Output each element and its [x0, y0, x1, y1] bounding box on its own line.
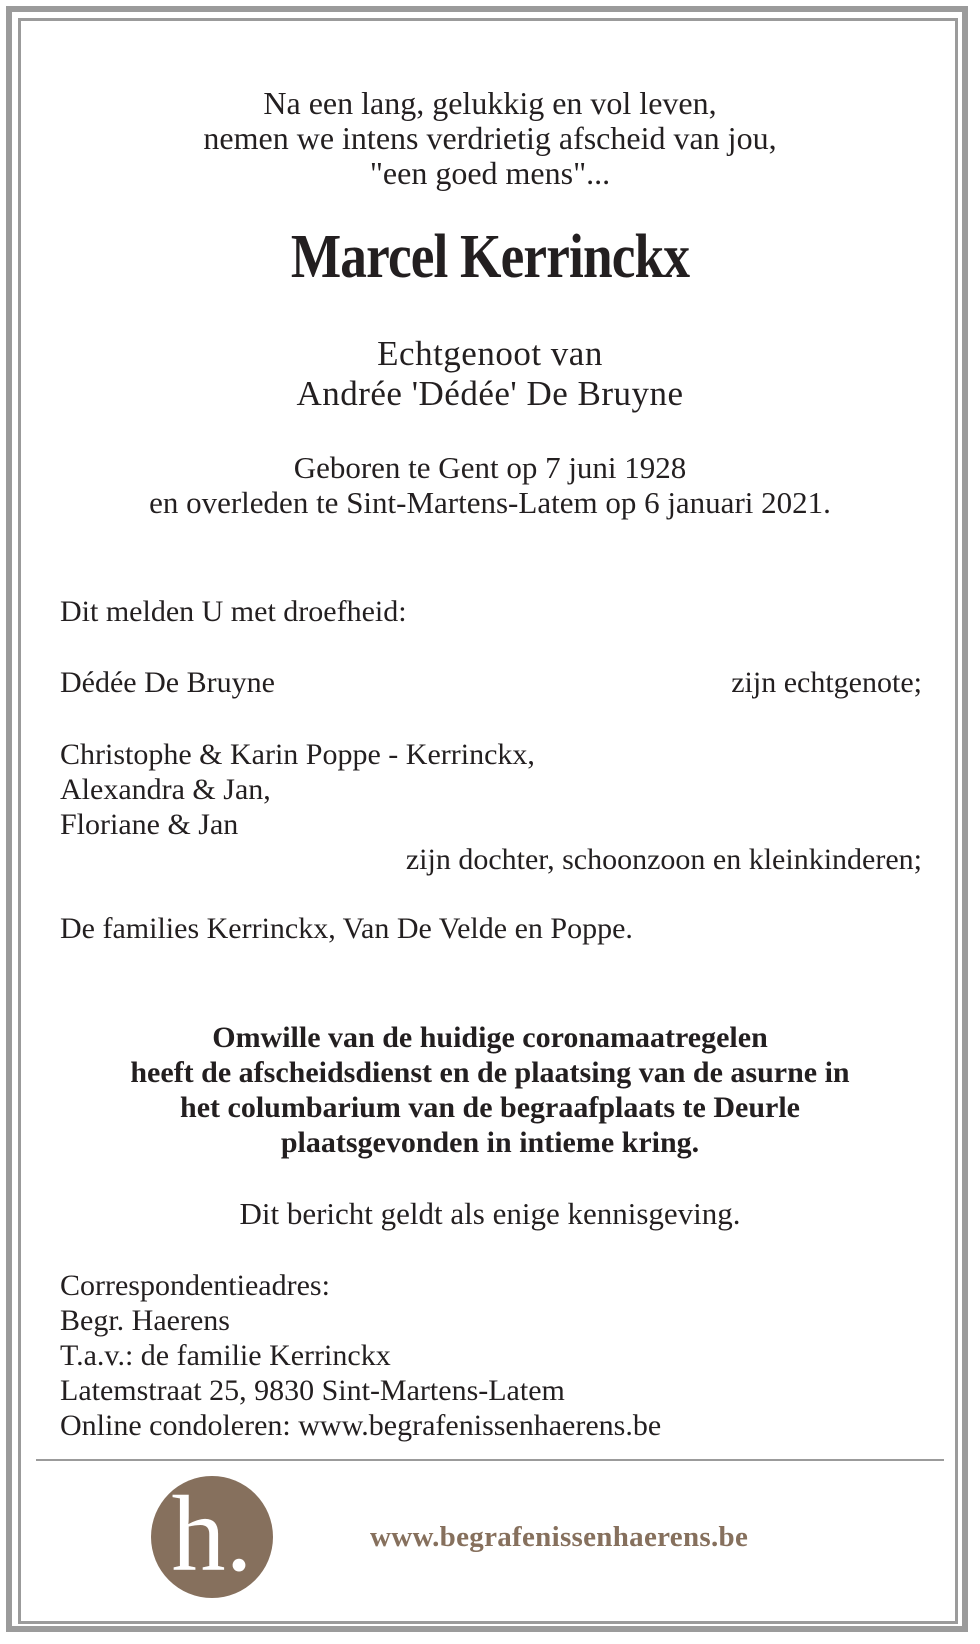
- only-notice: Dit bericht geldt als enige kennisgeving.: [239, 1196, 741, 1231]
- website-link[interactable]: www.begrafenissenhaerens.be: [370, 1521, 749, 1553]
- mention-heading: Dit melden U met droefheid:: [60, 595, 407, 628]
- address-label: Correspondentieadres:: [60, 1269, 330, 1302]
- family-line: Floriane & Jan: [60, 808, 239, 841]
- intro-line: Na een lang, gelukkig en vol leven,: [263, 85, 717, 121]
- spouse-label: Echtgenoot van: [377, 334, 603, 373]
- children-block: [60, 737, 922, 877]
- spouse-name: Andrée 'Dédée' De Bruyne: [296, 374, 684, 413]
- notice-line: heeft de afscheidsdienst en de plaatsing van de asurne in: [130, 1056, 850, 1089]
- intro-text: [0, 86, 980, 191]
- corona-notice: [0, 1020, 980, 1160]
- online-condolence: Online condoleren: www.begrafenissenhaerens.be: [60, 1409, 662, 1442]
- deceased-name: Marcel Kerrinckx: [290, 223, 690, 291]
- logo-letter: h.: [171, 1475, 253, 1594]
- notice-line: plaatsgevonden in intieme kring.: [280, 1126, 700, 1159]
- address-attention: T.a.v.: de familie Kerrinckx: [60, 1339, 391, 1372]
- widow-row: [60, 665, 922, 700]
- intro-line: nemen we intens verdrietig afscheid van jou,: [203, 120, 777, 156]
- notice-line: het columbarium van de begraafplaats te Deurle: [180, 1091, 800, 1124]
- address-street: Latemstraat 25, 9830 Sint-Martens-Latem: [60, 1374, 565, 1407]
- notice-line: Omwille van de huidige coronamaatregelen: [212, 1021, 768, 1054]
- correspondence-address: [60, 1268, 922, 1443]
- funeral-home-logo-icon: [151, 1476, 273, 1598]
- death-date: en overleden te Sint-Martens-Latem op 6 januari 2021.: [149, 485, 831, 520]
- widow-name: Dédée De Bruyne: [60, 666, 275, 699]
- address-company: Begr. Haerens: [60, 1304, 230, 1337]
- widow-relation: zijn echtgenote;: [731, 666, 922, 699]
- life-dates: [0, 450, 980, 520]
- family-line: Christophe & Karin Poppe - Kerrinckx,: [60, 738, 535, 771]
- families-line: De families Kerrinckx, Van De Velde en Poppe.: [60, 912, 633, 945]
- footer-divider: [36, 1459, 944, 1461]
- birth-date: Geboren te Gent op 7 juni 1928: [293, 450, 687, 485]
- intro-line: "een goed mens"...: [369, 155, 611, 191]
- spouse-info: [0, 334, 980, 414]
- family-line: Alexandra & Jan,: [60, 773, 271, 806]
- children-relation: zijn dochter, schoonzoon en kleinkinderen;: [405, 843, 922, 876]
